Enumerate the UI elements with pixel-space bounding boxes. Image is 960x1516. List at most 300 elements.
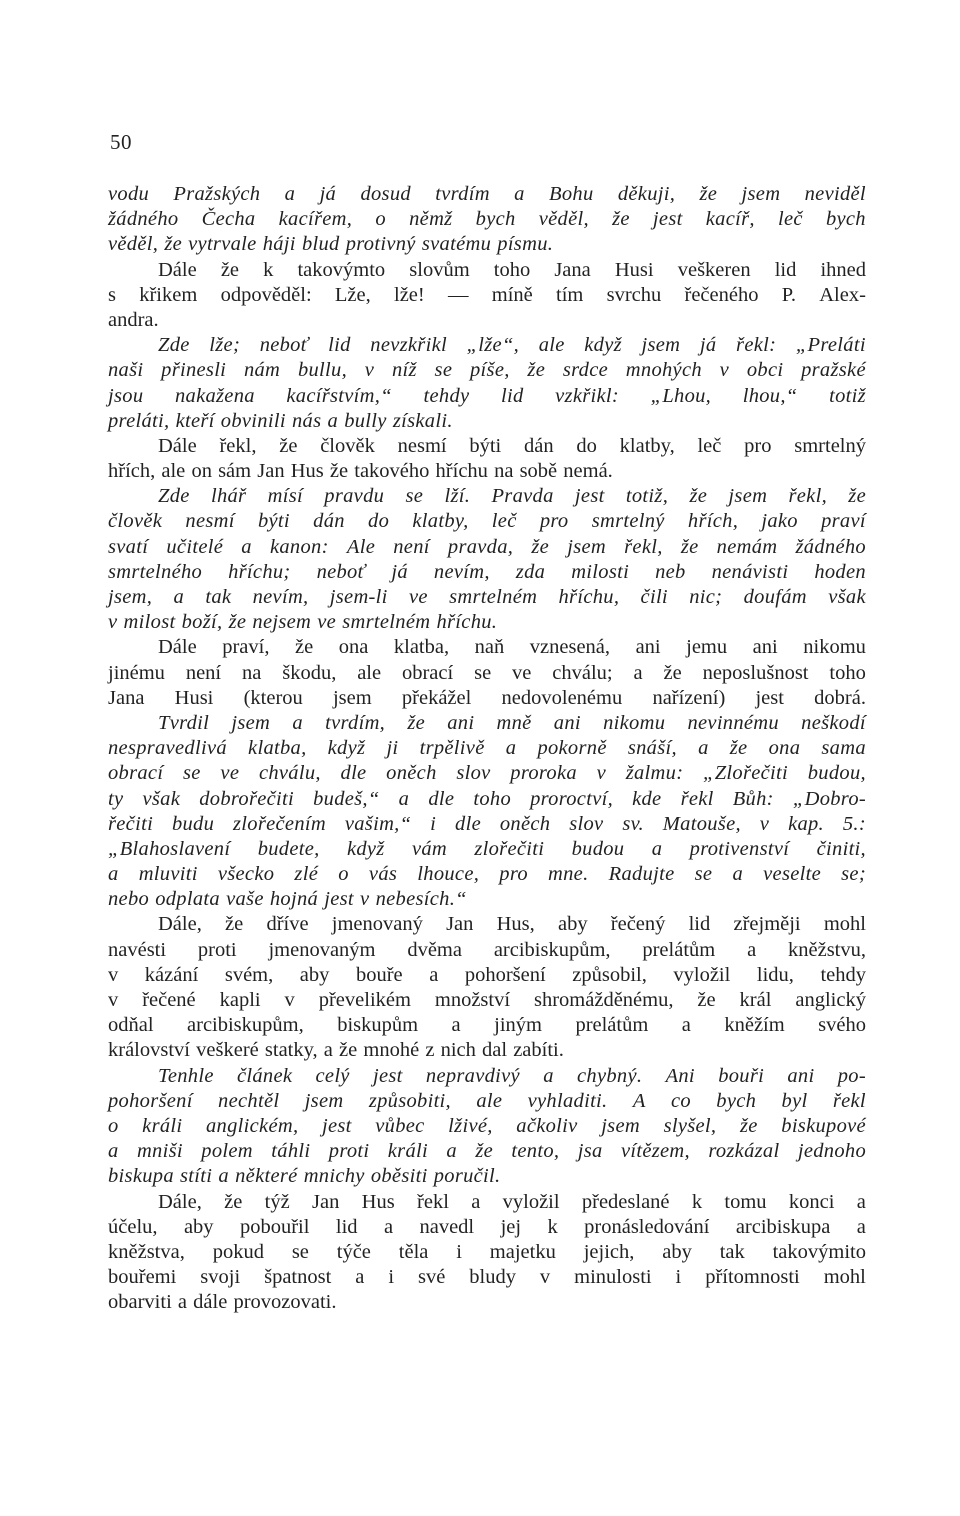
- text-line: [108, 232, 866, 257]
- word: křikem: [139, 283, 198, 306]
- word: nevím,: [433, 560, 490, 583]
- word: chybný.: [577, 1064, 643, 1087]
- word: jsem: [741, 183, 781, 205]
- word: pro: [539, 510, 569, 533]
- word: Jan: [446, 913, 474, 936]
- word: mnohých: [625, 359, 702, 382]
- word: milost: [123, 611, 176, 634]
- word: jsem-li: [329, 586, 388, 608]
- word: pro: [499, 863, 528, 886]
- word: neviděl: [804, 183, 866, 205]
- word: a: [633, 661, 643, 684]
- word: přinesli: [161, 359, 227, 382]
- word: písmu.: [497, 233, 554, 256]
- word: k: [691, 1190, 703, 1213]
- word: získali.: [392, 409, 453, 432]
- word: slov: [456, 762, 491, 785]
- word: však: [142, 787, 181, 810]
- word: táhli: [271, 1140, 311, 1163]
- word: takovýmto: [297, 258, 386, 281]
- word: praví: [821, 510, 866, 533]
- word: Lže,: [334, 283, 371, 306]
- word: píše,: [470, 359, 510, 382]
- word: a: [446, 1140, 457, 1163]
- word: činiti,: [816, 837, 866, 860]
- word: že: [531, 535, 550, 558]
- word: praví,: [222, 636, 270, 659]
- word: statky,: [264, 1039, 318, 1062]
- word: že: [224, 1190, 243, 1213]
- word: býti: [257, 510, 290, 533]
- word: proroka: [510, 762, 577, 785]
- word: v: [108, 989, 119, 1011]
- word: snáší,: [627, 737, 677, 760]
- word: Bůh:: [732, 787, 774, 810]
- text-line: [108, 333, 866, 358]
- word: arcibiskupům,: [187, 1014, 304, 1037]
- word: řekl,: [624, 535, 663, 558]
- word: stíti: [180, 1165, 213, 1188]
- word: klatba,: [393, 636, 450, 659]
- word: bych: [825, 208, 866, 231]
- word: hříchu: [435, 460, 488, 483]
- word: neboť: [259, 334, 309, 357]
- word: nedovolenému: [501, 686, 623, 709]
- word: prelátům: [575, 1014, 649, 1037]
- word: o: [108, 1114, 119, 1137]
- word: na: [494, 460, 514, 483]
- word: veškeré: [196, 1039, 259, 1062]
- word: ona: [338, 636, 369, 659]
- word: že: [699, 183, 718, 205]
- word: lhouce,: [417, 863, 480, 886]
- text-line: [108, 787, 866, 812]
- word: Dále,: [158, 1190, 202, 1213]
- word: ačkoliv: [516, 1114, 578, 1137]
- word: bouři: [718, 1064, 765, 1087]
- word: i: [456, 1240, 462, 1263]
- word: ale: [161, 460, 186, 483]
- word: srdce: [562, 359, 609, 382]
- word: o: [375, 208, 386, 231]
- word: jest: [755, 686, 784, 709]
- word: Tenhle: [158, 1064, 214, 1087]
- word: učitelé: [166, 535, 224, 558]
- text-line: [108, 862, 866, 887]
- word: rozkázal: [708, 1140, 780, 1163]
- word: býti: [469, 434, 502, 457]
- word: takovýmito: [772, 1240, 866, 1263]
- word: jest: [321, 1114, 352, 1137]
- word: biskupům: [337, 1014, 419, 1037]
- word: že: [739, 1114, 758, 1137]
- text-line: [108, 686, 866, 711]
- word: k: [547, 1215, 558, 1238]
- word: Alex-: [819, 283, 866, 306]
- word: anglickém,: [206, 1114, 299, 1137]
- word: veškeren: [677, 258, 751, 281]
- word: a: [218, 1165, 229, 1188]
- word: i: [675, 1266, 682, 1289]
- word: tvrdím,: [325, 711, 386, 734]
- word: řekl:: [736, 334, 777, 357]
- word: toho: [493, 258, 531, 281]
- word: že: [279, 434, 298, 457]
- word: lid: [774, 258, 797, 281]
- word: Jan: [312, 1190, 340, 1213]
- word: dán: [524, 434, 554, 457]
- text-line: [108, 535, 866, 560]
- text-line: [108, 812, 866, 837]
- word: ve: [220, 762, 240, 785]
- word: toho: [829, 661, 866, 684]
- word: obarviti: [108, 1291, 172, 1314]
- word: tehdy: [820, 963, 866, 986]
- word: a: [108, 1140, 119, 1163]
- word: ty: [108, 787, 124, 810]
- word: škodu,: [282, 661, 337, 684]
- word: bych: [716, 1089, 757, 1112]
- word: aby: [662, 1240, 692, 1263]
- word: že: [225, 913, 244, 936]
- word: vám: [411, 837, 447, 860]
- word: svého: [818, 1014, 866, 1037]
- word: bouře: [355, 963, 403, 986]
- word: provozovati.: [233, 1291, 337, 1314]
- word: vyložil: [673, 963, 731, 986]
- word: Pražských: [173, 183, 261, 205]
- text-line: [108, 484, 866, 509]
- word: zlé: [294, 863, 319, 886]
- text-line: [108, 1089, 866, 1114]
- word: neposlušnost: [702, 661, 809, 684]
- word: jsou: [108, 384, 144, 407]
- word: řekl,: [788, 485, 827, 508]
- text-line: [108, 1240, 866, 1265]
- word: není: [393, 535, 430, 558]
- word: jest: [324, 888, 354, 911]
- word: svatému: [421, 233, 492, 256]
- word: majetku: [489, 1240, 556, 1263]
- word: andra.: [108, 308, 159, 331]
- word: a: [543, 1064, 554, 1087]
- word: jmenovaným: [268, 938, 376, 961]
- word: vzkřikl:: [555, 384, 620, 407]
- word: pobouřil: [239, 1215, 310, 1238]
- word: nikomu: [603, 711, 666, 734]
- text-line: [108, 1013, 866, 1038]
- word: pražské: [801, 359, 866, 382]
- word: že: [689, 485, 708, 508]
- word: obrací: [108, 762, 164, 785]
- word: lhář: [210, 485, 247, 508]
- word: tak: [205, 586, 232, 608]
- word: a: [698, 737, 709, 760]
- word: slov: [569, 812, 604, 835]
- word: vytrvale: [188, 233, 257, 256]
- word: kapli: [219, 989, 261, 1011]
- word: řečený: [610, 913, 666, 936]
- word: že: [527, 359, 546, 382]
- word: se: [183, 762, 201, 785]
- word: klatby,: [412, 510, 469, 533]
- word: jsem: [231, 711, 271, 734]
- word: Dále: [158, 258, 197, 281]
- word: smrtelném: [449, 586, 538, 608]
- word: Husi: [174, 686, 214, 709]
- word: tvrdím: [435, 183, 490, 205]
- word: v: [108, 611, 118, 634]
- word: lží.: [444, 485, 471, 508]
- word: Jana: [108, 686, 145, 709]
- word: neškodí: [801, 711, 866, 734]
- word: s: [108, 283, 116, 306]
- word: Hus: [290, 460, 324, 483]
- word: navedl: [419, 1215, 475, 1238]
- word: —: [448, 283, 469, 306]
- word: vítězem,: [620, 1140, 690, 1163]
- word: jest: [574, 485, 605, 508]
- word: dříve: [266, 913, 309, 936]
- word: řekl: [417, 1190, 449, 1213]
- word: v: [284, 989, 295, 1011]
- word: řečeného: [684, 283, 759, 306]
- word: hříchu;: [228, 560, 291, 583]
- word: sv.: [622, 812, 644, 835]
- word: do: [576, 434, 597, 457]
- word: nikomu: [803, 636, 866, 659]
- word: člověk: [320, 434, 375, 457]
- word: že: [220, 258, 240, 281]
- word: budou,: [807, 762, 866, 785]
- word: dle: [340, 762, 367, 785]
- word: dvěma: [407, 938, 462, 961]
- word: Jan: [257, 460, 285, 483]
- word: ani: [447, 711, 475, 734]
- word: nám: [243, 359, 281, 382]
- word: vodu: [108, 183, 150, 205]
- word: po-: [837, 1064, 866, 1087]
- word: a: [292, 711, 303, 734]
- word: jsa: [577, 1140, 603, 1163]
- word: lid: [335, 1215, 358, 1238]
- word: že: [295, 636, 314, 659]
- word: děkuji,: [617, 183, 676, 205]
- word: hříchu.: [436, 611, 498, 634]
- word: že: [164, 233, 182, 256]
- word: proti: [328, 1140, 370, 1163]
- word: nich: [440, 1039, 476, 1062]
- word: čili: [640, 586, 668, 608]
- word: králi: [142, 1114, 183, 1137]
- word: svrchu: [606, 283, 662, 306]
- word: zřejměji: [733, 913, 801, 936]
- word: proroctví,: [530, 787, 614, 810]
- word: slyšel,: [663, 1114, 717, 1137]
- word: ani: [553, 711, 581, 734]
- text-line: [108, 1038, 866, 1063]
- word: mohl: [823, 1266, 866, 1289]
- text-line: [108, 585, 866, 610]
- word: pravda,: [447, 535, 514, 558]
- word: háji: [262, 233, 296, 256]
- word: nebesích.“: [375, 888, 467, 911]
- word: hříchu,: [558, 586, 620, 608]
- word: vznesená,: [529, 636, 611, 659]
- word: nic;: [689, 586, 723, 608]
- word: smrtelný: [591, 510, 665, 533]
- word: se: [405, 485, 424, 508]
- text-line: [108, 1164, 866, 1189]
- word: předeslané: [581, 1190, 670, 1213]
- word: řečené: [142, 989, 196, 1011]
- word: anglický: [795, 989, 866, 1011]
- word: v: [719, 359, 730, 382]
- word: však: [828, 586, 866, 608]
- word: „Dobro-: [792, 787, 866, 810]
- word: převelikém: [318, 989, 411, 1011]
- word: tak: [719, 1240, 745, 1263]
- word: trpělivě: [419, 737, 485, 760]
- word: špatnost: [264, 1266, 332, 1289]
- word: tím: [556, 283, 584, 306]
- word: a: [327, 409, 339, 432]
- word: sám: [218, 460, 252, 483]
- word: způsobiti,: [368, 1089, 451, 1112]
- word: jest: [652, 208, 683, 231]
- word: vyložil: [502, 1190, 560, 1213]
- text-line: [108, 1265, 866, 1290]
- word: jsem: [304, 1089, 344, 1112]
- word: budu: [171, 812, 215, 835]
- word: biskupové: [781, 1114, 866, 1137]
- word: v: [108, 963, 119, 986]
- word: jako: [761, 510, 798, 533]
- word: naši: [108, 359, 144, 382]
- word: vyhladiti.: [527, 1089, 608, 1112]
- text-line: [108, 988, 866, 1013]
- word: Jana: [554, 258, 591, 281]
- word: já: [319, 183, 337, 205]
- word: Radujte: [608, 863, 675, 886]
- word: nemám: [716, 535, 778, 558]
- word: chválu;: [552, 661, 613, 684]
- word: žádného: [108, 208, 179, 231]
- word: budou: [571, 837, 625, 860]
- word: ve: [512, 661, 532, 684]
- word: nevím,: [252, 586, 309, 608]
- word: on: [191, 460, 212, 483]
- word: Matouše,: [662, 812, 741, 835]
- word: dle: [428, 787, 455, 810]
- word: Pravda: [491, 485, 554, 508]
- word: Dále,: [158, 913, 202, 936]
- word: arcibiskupům,: [493, 938, 611, 961]
- word: Dále: [158, 636, 197, 659]
- word: neb: [655, 560, 686, 583]
- word: člověk: [108, 510, 163, 533]
- word: že: [680, 535, 699, 558]
- word: smrtelný: [794, 434, 866, 457]
- word: a: [747, 938, 757, 961]
- word: takového: [354, 460, 430, 483]
- word: není: [185, 661, 222, 684]
- word: do: [368, 510, 390, 533]
- word: sama: [821, 737, 866, 760]
- word: pokorně: [537, 737, 607, 760]
- word: minulosti: [574, 1266, 652, 1289]
- word: lidu,: [756, 963, 794, 986]
- text-line: [108, 509, 866, 534]
- word: kap.: [788, 812, 824, 835]
- word: totiž,: [625, 485, 669, 508]
- text-line: [108, 207, 866, 232]
- word: Dále: [158, 434, 197, 457]
- word: se: [474, 661, 492, 684]
- word: ve: [408, 586, 428, 608]
- word: aby: [557, 913, 588, 936]
- word: Hus,: [496, 913, 535, 936]
- word: a: [514, 183, 525, 205]
- word: věděl,: [538, 208, 589, 231]
- word: bullu,: [297, 359, 348, 382]
- word: v: [759, 812, 770, 835]
- word: pohoršení: [464, 963, 546, 986]
- word: lhou,“: [742, 384, 798, 407]
- word: kde: [632, 787, 662, 810]
- word: že: [697, 989, 716, 1011]
- word: hojná: [269, 888, 319, 911]
- word: Tvrdil: [158, 711, 210, 734]
- word: a: [471, 1190, 481, 1213]
- word: a: [173, 586, 185, 608]
- word: nesmí: [185, 510, 235, 533]
- word: dále: [193, 1291, 228, 1314]
- word: budeš,“: [313, 787, 380, 810]
- word: bych: [475, 208, 516, 231]
- word: nespravedlivá: [108, 737, 227, 760]
- text-line: [108, 1190, 866, 1215]
- word: Zde: [158, 334, 190, 357]
- word: jsem: [332, 686, 372, 709]
- word: aby: [299, 963, 330, 986]
- word: jsem: [601, 1114, 640, 1137]
- word: naň: [474, 636, 505, 659]
- word: nás: [291, 409, 322, 432]
- word: nařízení): [652, 686, 726, 709]
- word: že: [407, 711, 426, 734]
- word: nepravdivý: [425, 1064, 520, 1087]
- text-line: [108, 459, 866, 484]
- word: jsem,: [108, 586, 153, 608]
- word: týž: [264, 1190, 290, 1213]
- word: věděl,: [108, 233, 159, 256]
- word: já: [699, 334, 717, 357]
- word: kteří: [175, 409, 215, 432]
- word: míně: [491, 283, 533, 306]
- word: k: [263, 258, 274, 281]
- word: se: [694, 863, 713, 886]
- text-line: [108, 963, 866, 988]
- word: doufám: [743, 586, 807, 608]
- word: žalmu:: [625, 762, 684, 785]
- word: hřích,: [687, 510, 739, 533]
- word: že: [848, 485, 866, 508]
- word: článek: [236, 1064, 293, 1087]
- word: že: [663, 661, 682, 684]
- word: všecko: [217, 863, 275, 886]
- word: řekl,: [219, 434, 257, 457]
